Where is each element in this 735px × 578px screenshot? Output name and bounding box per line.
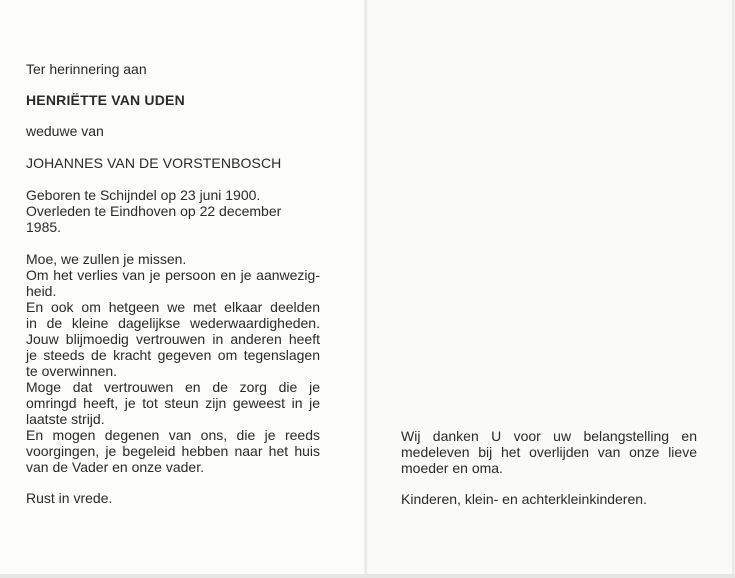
- death-line: Overleden te Eindhoven op 22 december: [26, 203, 282, 219]
- thanks-line: Wij danken U voor uw belangstelling en: [401, 428, 697, 444]
- relation-text: weduwe van: [26, 123, 104, 139]
- thanks-text: [401, 428, 697, 476]
- deceased-name: HENRIËTTE VAN UDEN: [26, 92, 185, 108]
- closing-text: Rust in vrede.: [26, 490, 113, 506]
- spouse-name: JOHANNES VAN DE VORSTENBOSCH: [26, 155, 282, 171]
- left-panel: [0, 0, 366, 578]
- poem-line: laatste strijd.: [26, 411, 105, 427]
- poem: [26, 251, 320, 475]
- poem-line: Moge dat vertrouwen en de zorg die je: [26, 379, 320, 395]
- card-bottom-edge: [0, 574, 735, 578]
- poem-line: Moe, we zullen je missen.: [26, 251, 187, 267]
- poem-line: En mogen degenen van ons, die je reeds: [26, 427, 320, 443]
- poem-line: in de kleine dagelijkse wederwaardigheden.: [26, 315, 320, 331]
- poem-line: te overwinnen.: [26, 363, 118, 379]
- poem-line: van de Vader en onze vader.: [26, 459, 204, 475]
- birth-line: Geboren te Schijndel op 23 juni 1900.: [26, 187, 261, 203]
- poem-line: Om het verlies van je persoon en je aanwezig-: [26, 267, 320, 283]
- family-signature: Kinderen, klein- en achterkleinkinderen.: [401, 491, 647, 507]
- thanks-line: medeleven bij het overlijden van onze lieve: [401, 444, 697, 460]
- poem-line: je steeds de kracht gegeven om tegenslagen: [26, 347, 320, 363]
- poem-line: En ook om hetgeen we met elkaar deelden: [26, 299, 320, 315]
- poem-line: Jouw blijmoedig vertrouwen in anderen heeft: [26, 331, 320, 347]
- poem-line: heid.: [26, 283, 57, 299]
- heading-text: Ter herinnering aan: [26, 61, 147, 77]
- poem-line: voorgingen, je begeleid hebben naar het huis: [26, 443, 320, 459]
- poem-line: omringd heeft, je tot steun zijn geweest in je: [26, 395, 320, 411]
- life-dates: [26, 187, 281, 235]
- death-year-line: 1985.: [26, 219, 62, 235]
- thanks-line: moeder en oma.: [401, 460, 503, 476]
